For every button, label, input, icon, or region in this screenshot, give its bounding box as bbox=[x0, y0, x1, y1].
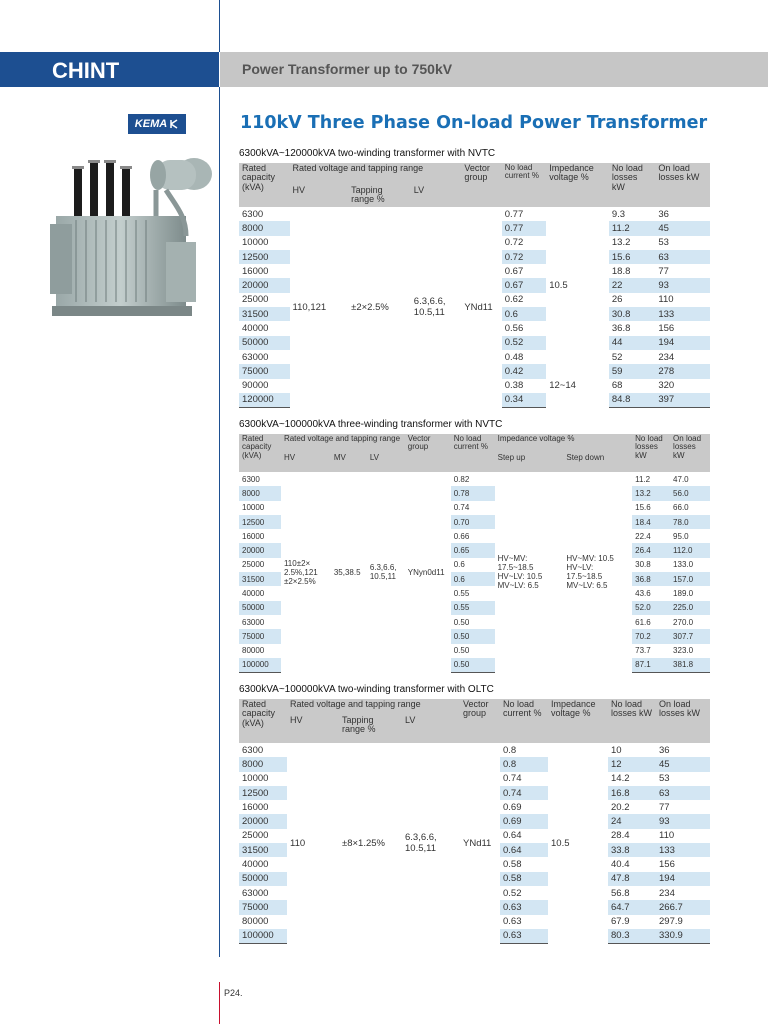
cell-noload-current: 0.64 bbox=[500, 843, 548, 857]
cell-capacity: 100000 bbox=[239, 929, 287, 943]
cell-noload-current: 0.72 bbox=[502, 250, 546, 264]
th-noload-current: No load current % bbox=[451, 434, 495, 472]
cell-onload-losses: 77 bbox=[659, 801, 670, 813]
cell-noload-losses: 11.2 bbox=[609, 221, 655, 235]
cell-capacity: 80000 bbox=[242, 916, 269, 928]
th-rated-voltage-label: Rated voltage and tapping range bbox=[292, 163, 424, 173]
cell-noload-losses: 26 bbox=[611, 294, 623, 306]
cell-capacity: 25000 bbox=[242, 830, 269, 842]
cell-noload-losses: 16.8 bbox=[608, 786, 656, 800]
cell-capacity: 75000 bbox=[239, 900, 287, 914]
cell-noload-losses: 12 bbox=[608, 757, 656, 771]
th-noload-losses: No load losses kW bbox=[609, 163, 655, 207]
th-onload-losses: On load losses kW bbox=[656, 699, 710, 743]
th-step-up: Step up bbox=[495, 453, 564, 472]
cell-noload-current: 0.67 bbox=[504, 265, 524, 277]
cell-capacity: 50000 bbox=[239, 601, 281, 615]
cell-onload-losses: 323.0 bbox=[673, 646, 694, 656]
cell-onload-losses: 320 bbox=[658, 380, 675, 392]
cell-lv: 6.3,6.6, 10.5,11 bbox=[369, 563, 397, 582]
cell-noload-current: 0.52 bbox=[502, 336, 546, 350]
cell-capacity: 75000 bbox=[239, 629, 281, 643]
cell-onload-losses: 307.7 bbox=[670, 629, 710, 643]
th-noload-losses: No load losses kW bbox=[632, 434, 670, 472]
cell-onload-losses: 234 bbox=[659, 887, 675, 899]
cell-onload-losses: 156 bbox=[659, 859, 675, 871]
cell-noload-losses: 43.6 bbox=[635, 589, 651, 599]
cell-noload-losses: 33.8 bbox=[608, 843, 656, 857]
cell-capacity: 120000 bbox=[239, 393, 290, 407]
cell-noload-current: 0.8 bbox=[500, 757, 548, 771]
cell-noload-losses: 9.3 bbox=[611, 208, 626, 220]
cell-tapping: ±2×2.5% bbox=[351, 301, 389, 313]
page-number: P24. bbox=[224, 988, 243, 998]
th-noload-current: No load current % bbox=[502, 163, 546, 207]
cell-noload-current: 0.58 bbox=[500, 872, 548, 886]
cell-noload-current: 0.64 bbox=[503, 830, 522, 842]
cell-capacity: 75000 bbox=[239, 364, 290, 378]
cell-onload-losses: 78.0 bbox=[670, 515, 710, 529]
cell-capacity: 10000 bbox=[242, 503, 265, 513]
cell-onload-losses: 110 bbox=[658, 294, 674, 306]
cell-hv: 110 bbox=[290, 837, 306, 849]
cell-noload-losses: 14.2 bbox=[611, 773, 630, 785]
cell-noload-current: 0.77 bbox=[504, 208, 524, 220]
cell-noload-current: 0.69 bbox=[500, 814, 548, 828]
cell-noload-losses: 22.4 bbox=[635, 531, 651, 541]
cell-noload-losses: 18.4 bbox=[632, 515, 670, 529]
cell-noload-losses: 36.8 bbox=[632, 572, 670, 586]
cell-vector-group: YNyn0d11 bbox=[407, 567, 445, 577]
cell-noload-current: 0.6 bbox=[453, 560, 465, 570]
cell-impedance: 12~14 bbox=[549, 380, 576, 392]
cell-tapping: ±8×1.25% bbox=[342, 837, 385, 849]
cell-vector-group: YNd11 bbox=[463, 837, 492, 849]
cell-capacity: 12500 bbox=[239, 515, 281, 529]
cell-onload-losses: 133 bbox=[655, 307, 710, 321]
cell-onload-losses: 270.0 bbox=[673, 617, 694, 627]
cell-noload-losses: 28.4 bbox=[611, 830, 630, 842]
cell-noload-current: 0.50 bbox=[451, 658, 495, 672]
cell-capacity: 80000 bbox=[242, 646, 265, 656]
cell-capacity: 8000 bbox=[239, 486, 281, 500]
step-up-line: MV~LV: 6.5 bbox=[497, 581, 539, 591]
th-impedance: Impedance voltage % bbox=[495, 434, 633, 453]
cell-capacity: 20000 bbox=[239, 814, 287, 828]
kema-mark-icon bbox=[169, 119, 179, 129]
cell-vector-group: YNd11 bbox=[464, 301, 493, 313]
th-vector-group: Vector group bbox=[460, 699, 500, 743]
cell-capacity: 90000 bbox=[242, 380, 269, 392]
table3 bbox=[239, 699, 710, 944]
kema-logo bbox=[128, 114, 186, 134]
table2-title: 6300kVA~100000kVA three-winding transformer with NVTC bbox=[239, 419, 503, 430]
cell-noload-losses: 67.9 bbox=[611, 916, 630, 928]
cell-capacity: 31500 bbox=[239, 572, 281, 586]
cell-capacity: 16000 bbox=[242, 265, 269, 277]
th-lv: LV bbox=[411, 185, 462, 207]
cell-capacity: 20000 bbox=[239, 543, 281, 557]
cell-onload-losses: 47.0 bbox=[673, 474, 689, 484]
cell-capacity: 63000 bbox=[242, 351, 269, 363]
cell-noload-current: 0.70 bbox=[451, 515, 495, 529]
cell-noload-losses: 47.8 bbox=[608, 872, 656, 886]
cell-capacity: 40000 bbox=[242, 323, 269, 335]
cell-noload-losses: 30.8 bbox=[635, 560, 651, 570]
cell-capacity: 16000 bbox=[242, 801, 269, 813]
cell-capacity: 40000 bbox=[242, 589, 265, 599]
cell-noload-current: 0.48 bbox=[504, 351, 524, 363]
cell-noload-losses: 70.2 bbox=[632, 629, 670, 643]
cell-onload-losses: 45 bbox=[655, 221, 710, 235]
cell-noload-current: 0.77 bbox=[502, 221, 546, 235]
cell-noload-current: 0.63 bbox=[500, 900, 548, 914]
th-noload-losses: No load losses kW bbox=[608, 699, 656, 743]
cell-impedance: 10.5 bbox=[551, 837, 570, 849]
cell-onload-losses: 157.0 bbox=[670, 572, 710, 586]
cell-noload-losses: 56.8 bbox=[611, 887, 630, 899]
step-up-line: HV~LV: 10.5 bbox=[497, 572, 543, 582]
cell-noload-current: 0.56 bbox=[504, 323, 524, 335]
th-capacity: Rated capacity (kVA) bbox=[239, 163, 290, 207]
th-hv: HV bbox=[281, 453, 331, 472]
cell-noload-current: 0.63 bbox=[503, 916, 522, 928]
cell-capacity: 12500 bbox=[239, 250, 290, 264]
cell-capacity: 40000 bbox=[242, 859, 269, 871]
cell-capacity: 63000 bbox=[242, 617, 265, 627]
cell-onload-losses: 397 bbox=[655, 393, 710, 407]
cell-onload-losses: 95.0 bbox=[673, 531, 689, 541]
th-tapping: Tapping range % bbox=[348, 185, 411, 207]
th-onload-losses: On load losses kW bbox=[655, 163, 710, 207]
cell-noload-losses: 13.2 bbox=[611, 237, 631, 249]
cell-capacity: 10000 bbox=[242, 773, 269, 785]
cell-noload-current: 0.50 bbox=[451, 629, 495, 643]
cell-onload-losses: 133 bbox=[656, 843, 710, 857]
th-capacity: Rated capacity (kVA) bbox=[239, 699, 287, 743]
cell-mv: 35,38.5 bbox=[333, 567, 361, 577]
cell-capacity: 100000 bbox=[239, 658, 281, 672]
cell-onload-losses: 93 bbox=[655, 278, 710, 292]
cell-noload-losses: 68 bbox=[611, 380, 623, 392]
cell-noload-losses: 10 bbox=[611, 744, 622, 756]
cell-noload-current: 0.50 bbox=[453, 646, 470, 656]
cell-noload-current: 0.50 bbox=[453, 617, 470, 627]
table-row bbox=[239, 472, 710, 486]
cell-capacity: 31500 bbox=[239, 307, 290, 321]
cell-onload-losses: 156 bbox=[658, 323, 675, 335]
cell-onload-losses: 194 bbox=[655, 336, 710, 350]
th-rated-voltage: Rated voltage and tapping range bbox=[287, 699, 460, 715]
cell-capacity: 20000 bbox=[239, 278, 290, 292]
cell-step-down bbox=[563, 472, 632, 672]
cell-noload-losses: 20.2 bbox=[611, 801, 630, 813]
cell-noload-losses: 11.2 bbox=[635, 474, 651, 484]
cell-noload-losses: 52 bbox=[611, 351, 623, 363]
cell-noload-current: 0.72 bbox=[504, 237, 524, 249]
th-hv: HV bbox=[287, 715, 339, 743]
cell-noload-current: 0.38 bbox=[504, 380, 524, 392]
cell-noload-current: 0.67 bbox=[502, 278, 546, 292]
cell-onload-losses: 266.7 bbox=[656, 900, 710, 914]
cell-noload-losses: 30.8 bbox=[609, 307, 655, 321]
cell-capacity: 16000 bbox=[242, 531, 265, 541]
cell-capacity: 25000 bbox=[242, 294, 269, 306]
cell-noload-losses: 52.0 bbox=[632, 601, 670, 615]
cell-capacity: 12500 bbox=[239, 786, 287, 800]
th-impedance: Impedance voltage % bbox=[548, 699, 608, 743]
chint-logo: CHINT bbox=[52, 58, 120, 83]
cell-lv: 6.3,6.6, 10.5,11 bbox=[413, 296, 446, 319]
cell-noload-current: 0.78 bbox=[451, 486, 495, 500]
cell-noload-losses: 24 bbox=[608, 814, 656, 828]
cell-noload-losses: 80.3 bbox=[608, 929, 656, 943]
cell-onload-losses: 66.0 bbox=[673, 503, 689, 513]
cell-noload-losses: 13.2 bbox=[632, 486, 670, 500]
table-row bbox=[239, 743, 710, 757]
cell-onload-losses: 53 bbox=[658, 237, 669, 249]
cell-onload-losses: 77 bbox=[658, 265, 669, 277]
cell-onload-losses: 194 bbox=[656, 872, 710, 886]
cell-noload-current: 0.63 bbox=[500, 929, 548, 943]
series-title: Power Transformer up to 750kV bbox=[242, 61, 453, 77]
step-down-line: HV~LV: 17.5~18.5 bbox=[566, 563, 603, 582]
cell-onload-losses: 112.0 bbox=[670, 543, 710, 557]
cell-noload-current: 0.74 bbox=[503, 773, 522, 785]
cell-onload-losses: 189.0 bbox=[673, 589, 694, 599]
cell-noload-current: 0.6 bbox=[502, 307, 546, 321]
cell-hv: 110±2× 2.5%,121 ±2×2.5% bbox=[283, 558, 318, 586]
step-down-line: MV~LV: 6.5 bbox=[566, 581, 608, 591]
cell-noload-current: 0.74 bbox=[500, 786, 548, 800]
cell-noload-current: 0.74 bbox=[453, 503, 470, 513]
cell-noload-losses: 15.6 bbox=[609, 250, 655, 264]
cell-noload-current: 0.55 bbox=[451, 601, 495, 615]
cell-noload-losses: 26.4 bbox=[632, 543, 670, 557]
cell-capacity: 6300 bbox=[242, 474, 260, 484]
cell-noload-losses: 64.7 bbox=[608, 900, 656, 914]
th-vector-group: Vector group bbox=[461, 163, 501, 207]
cell-impedance: 10.5 bbox=[549, 280, 568, 292]
cell-noload-losses: 87.1 bbox=[632, 658, 670, 672]
cell-noload-current: 0.69 bbox=[503, 801, 522, 813]
table1-title: 6300kVA~120000kVA two-winding transformer with NVTC bbox=[239, 148, 496, 159]
cell-noload-current: 0.52 bbox=[503, 887, 522, 899]
th-capacity: Rated capacity (kVA) bbox=[239, 434, 281, 472]
cell-capacity: 10000 bbox=[242, 237, 269, 249]
cell-capacity: 6300 bbox=[242, 208, 264, 220]
cell-noload-current: 0.62 bbox=[504, 294, 524, 306]
cell-noload-current: 0.65 bbox=[451, 543, 495, 557]
table3-title: 6300kVA~100000kVA two-winding transformer with OLTC bbox=[239, 684, 494, 695]
cell-noload-current: 0.6 bbox=[451, 572, 495, 586]
cell-onload-losses: 63 bbox=[656, 786, 710, 800]
th-impedance: Impedance voltage % bbox=[546, 163, 609, 207]
cell-lv: 6.3,6.6, 10.5,11 bbox=[405, 832, 437, 855]
th-step-down: Step down bbox=[563, 453, 632, 472]
cell-noload-current: 0.8 bbox=[503, 744, 517, 756]
cell-onload-losses: 53 bbox=[659, 773, 670, 785]
cell-noload-current: 0.42 bbox=[502, 364, 546, 378]
step-up-line: HV~MV: 17.5~18.5 bbox=[497, 554, 534, 573]
th-tapping: Tapping range % bbox=[339, 715, 402, 743]
th-rated-voltage: Rated voltage and tapping range bbox=[281, 434, 405, 453]
cell-capacity: 6300 bbox=[242, 744, 264, 756]
cell-noload-current: 0.82 bbox=[453, 474, 470, 484]
th-vector-group: Vector group bbox=[405, 434, 451, 472]
cell-onload-losses: 56.0 bbox=[670, 486, 710, 500]
cell-noload-losses: 18.8 bbox=[611, 265, 631, 277]
cell-noload-current: 0.34 bbox=[502, 393, 546, 407]
cell-capacity: 50000 bbox=[239, 336, 290, 350]
cell-noload-losses: 59 bbox=[609, 364, 655, 378]
table-row bbox=[239, 207, 710, 221]
cell-onload-losses: 110 bbox=[659, 830, 675, 842]
cell-noload-losses: 15.6 bbox=[635, 503, 651, 513]
cell-capacity: 25000 bbox=[242, 560, 265, 570]
cell-onload-losses: 36 bbox=[659, 744, 670, 756]
cell-noload-losses: 40.4 bbox=[611, 859, 630, 871]
cell-onload-losses: 36 bbox=[658, 208, 669, 220]
cell-onload-losses: 225.0 bbox=[670, 601, 710, 615]
cell-onload-losses: 63 bbox=[655, 250, 710, 264]
kema-logo-text: KEMA bbox=[134, 118, 168, 130]
cell-capacity: 31500 bbox=[239, 843, 287, 857]
cell-onload-losses: 234 bbox=[658, 351, 675, 363]
cell-noload-losses: 84.8 bbox=[609, 393, 655, 407]
cell-onload-losses: 45 bbox=[656, 757, 710, 771]
vertical-divider-bottom bbox=[219, 982, 220, 1024]
cell-noload-losses: 44 bbox=[609, 336, 655, 350]
cell-onload-losses: 297.9 bbox=[659, 916, 683, 928]
cell-noload-current: 0.66 bbox=[453, 531, 470, 541]
vertical-divider bbox=[219, 87, 220, 957]
cell-capacity: 63000 bbox=[242, 887, 269, 899]
vertical-divider-top bbox=[219, 0, 220, 52]
cell-capacity: 8000 bbox=[239, 221, 290, 235]
th-onload-losses: On load losses kW bbox=[670, 434, 710, 472]
cell-onload-losses: 330.9 bbox=[656, 929, 710, 943]
th-lv: LV bbox=[402, 715, 460, 743]
cell-onload-losses: 381.8 bbox=[670, 658, 710, 672]
table2 bbox=[239, 434, 710, 673]
th-rated-voltage bbox=[290, 163, 462, 185]
th-mv: MV bbox=[331, 453, 367, 472]
table1 bbox=[239, 163, 710, 408]
transformer-photo bbox=[36, 146, 216, 346]
cell-noload-losses: 73.7 bbox=[635, 646, 651, 656]
cell-capacity: 50000 bbox=[239, 872, 287, 886]
page-title: 110kV Three Phase On-load Power Transformer bbox=[240, 113, 708, 133]
step-down-line: HV~MV: 10.5 bbox=[566, 554, 614, 564]
cell-noload-losses: 61.6 bbox=[635, 617, 651, 627]
th-lv: LV bbox=[367, 453, 405, 472]
cell-onload-losses: 133.0 bbox=[673, 560, 694, 570]
cell-noload-losses: 22 bbox=[609, 278, 655, 292]
cell-hv: 110,121 bbox=[292, 301, 327, 313]
cell-noload-current: 0.55 bbox=[453, 589, 470, 599]
th-noload-current: No load current % bbox=[500, 699, 548, 743]
cell-noload-current: 0.58 bbox=[503, 859, 522, 871]
cell-step-up bbox=[495, 472, 564, 672]
th-hv: HV bbox=[290, 185, 349, 207]
cell-capacity: 8000 bbox=[239, 757, 287, 771]
cell-onload-losses: 278 bbox=[655, 364, 710, 378]
cell-onload-losses: 93 bbox=[656, 814, 710, 828]
cell-noload-losses: 36.8 bbox=[611, 323, 631, 335]
